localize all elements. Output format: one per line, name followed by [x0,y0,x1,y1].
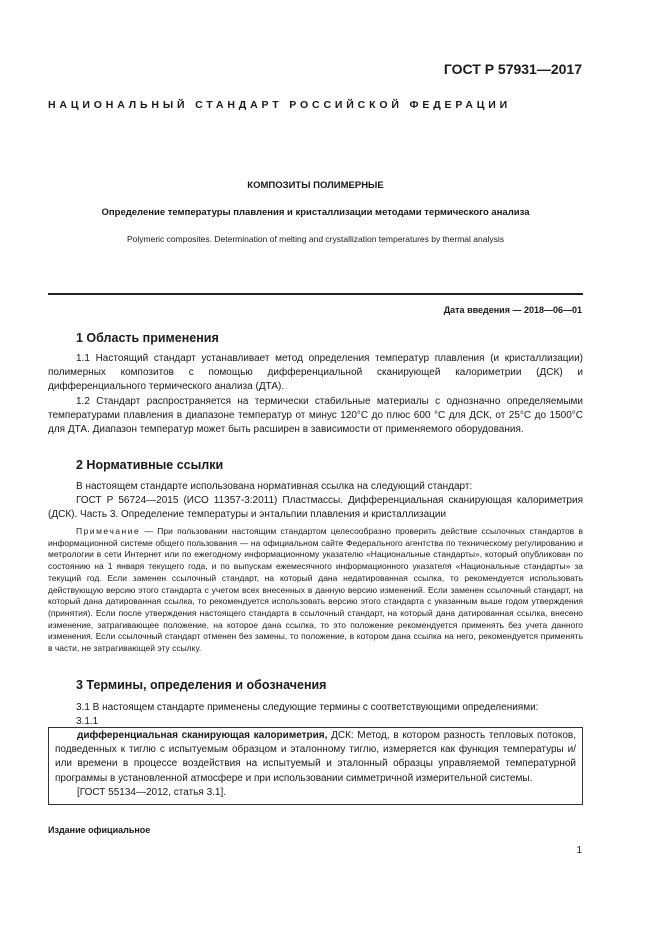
note-text: — При пользовании настоящим стандартом целесообразно проверить действие ссылочных стандартов в информационной системе общего пользования — на официальном сайте Федерального агентства по техническому регулированию и метрологии в сети Интернет или по ежегодному информационному указателю «Национальные стандарты», который опубликован по состоянию на 1 января текущего года, и по выпускам ежемесячного информационного указателя «Национальные стандарты» за текущий год. Если заменен ссылочный стандарт, на который дана недатированная ссылка, то рекомендуется использовать действующую версию этого стандарта с учетом всех внесенных в данную версию изменений. Если заменен ссылочный стандарт, на который дана датированная ссылка, то рекомендуется использовать версию этого стандарта с указанным выше годом утверждения (принятия). Если после утверждения настоящего стандарта в ссылочный стандарт, на который дана датированная ссылка, внесено изменение, затрагивающее положение, на которое дана ссылка, то это положение рекомендуется применять без учета данного изменения. Если ссылочный стандарт отменен без замены, то положение, в котором дана ссылка на него, рекомендуется применять в части, не затрагивающей эту ссылку. [48,526,583,654]
term-number: 3.1.1 [76,716,99,728]
horizontal-rule [48,293,583,295]
paragraph-3-1: 3.1 В настоящем стандарте применены следующие термины с соответствующими определениями: [76,702,539,713]
paragraph-1-2: 1.2 Стандарт распространяется на термически стабильные материалы с однозначно определяемыми температурами плавления в диапазоне температур от минус 120°С до плюс 600 °С для ДСК, от 25°С до 1500°С для ДТА. Диапазон температур может быть расширен в зависимости от применяемого оборудования. [48,395,583,436]
paragraph-2-intro: В настоящем стандарте использована нормативная ссылка на следующий стандарт: [76,481,473,492]
national-standard-banner: НАЦИОНАЛЬНЫЙ СТАНДАРТ РОССИЙСКОЙ ФЕДЕРАЦИИ [48,99,512,111]
term: дифференциальная сканирующая калориметрия, [77,730,328,741]
document-subtitle: Определение температуры плавления и кристаллизации методами термического анализа [101,207,530,218]
paragraph-1-1: 1.1 Настоящий стандарт устанавливает метод определения температур плавления (и кристаллизации) полимерных композитов с помощью дифференциальной сканирующей калориметрии (ДСК) и дифференциального термического анализа (ДТА). [48,353,583,393]
section-1-heading: 1 Область применения [76,331,219,345]
section-3-heading: 3 Термины, определения и обозначения [76,678,327,692]
english-title: Polymeric composites. Determination of melting and crystallization temperatures by thermal analysis [127,234,504,244]
section-3-body [48,701,583,729]
section-2-heading: 2 Нормативные ссылки [76,458,224,472]
term-source: [ГОСТ 55134—2012, статья 3.1]. [77,786,227,798]
section-1-body [48,352,583,437]
term-definition-box [48,727,583,805]
note-label: Примечание [76,526,141,536]
note-block [48,526,583,655]
standard-number: ГОСТ Р 57931—2017 [443,61,582,77]
section-2-body [48,480,583,523]
term-definition: ДСК: Метод, в котором разность тепловых потоков, подведенных к тиглю с испытуемым образцом и эталонному тиглю, измеряется как функция температуры и/или времени в процессе воздействия на испытуемый и эталонный образцы управляемой температурной программы в установленной атмосфере и при использовании симметричной измерительной системы. [55,730,576,784]
page-number: 1 [576,845,582,856]
official-edition-label: Издание официальное [48,825,151,835]
effective-date: Дата введения — 2018—06—01 [443,305,582,315]
paragraph-2-reference: ГОСТ Р 56724—2015 (ИСО 11357-3:2011) Пластмассы. Дифференциальная сканирующая калориметрия (ДСК). Часть 3. Определение температуры и энтальпии плавления и кристаллизации [48,495,583,521]
document-title: КОМПОЗИТЫ ПОЛИМЕРНЫЕ [247,180,384,191]
